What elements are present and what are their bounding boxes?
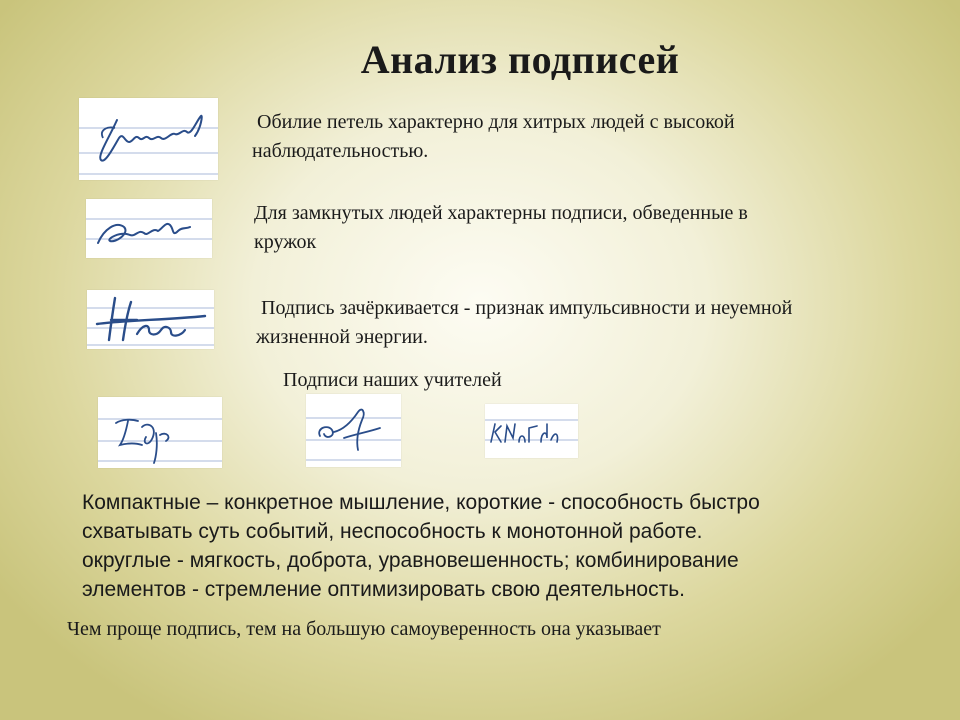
teachers-signatures-label: Подписи наших учителей: [283, 369, 502, 391]
description-loops: [252, 108, 735, 166]
summary-line: Компактные – конкретное мышление, короткие - способность быстро: [82, 491, 760, 514]
signature-circled-image: [86, 199, 212, 258]
teacher-signature-1-image: [98, 397, 222, 468]
page-title: Анализ подписей: [360, 37, 680, 82]
description-line: кружок: [254, 231, 317, 253]
description-crossed: [256, 294, 792, 352]
summary-line: элементов - стремление оптимизировать свою деятельность.: [82, 578, 686, 601]
description-line: жизненной энергии.: [256, 326, 428, 348]
description-circled: [254, 199, 748, 257]
signature-crossed-image: [87, 290, 214, 349]
teacher-signature-2-image: [306, 394, 401, 467]
description-line: наблюдательностью.: [252, 140, 429, 162]
description-line: Подпись зачёркивается - признак импульсивности и неуемной: [261, 297, 793, 319]
summary-line: округлые - мягкость, доброта, уравновешенность; комбинирование: [82, 549, 739, 572]
summary-line: схватывать суть событий, неспособность к монотонной работе.: [82, 520, 703, 543]
signature-loops-image: [79, 98, 218, 180]
description-line: Для замкнутых людей характерны подписи, обведенные в: [254, 202, 748, 224]
description-line: Обилие петель характерно для хитрых людей с высокой: [257, 111, 735, 133]
conclusion-text: Чем проще подпись, тем на большую самоуверенность она указывает: [67, 618, 661, 640]
signature-types-summary: [82, 488, 760, 604]
teacher-signature-3-image: [485, 404, 578, 458]
